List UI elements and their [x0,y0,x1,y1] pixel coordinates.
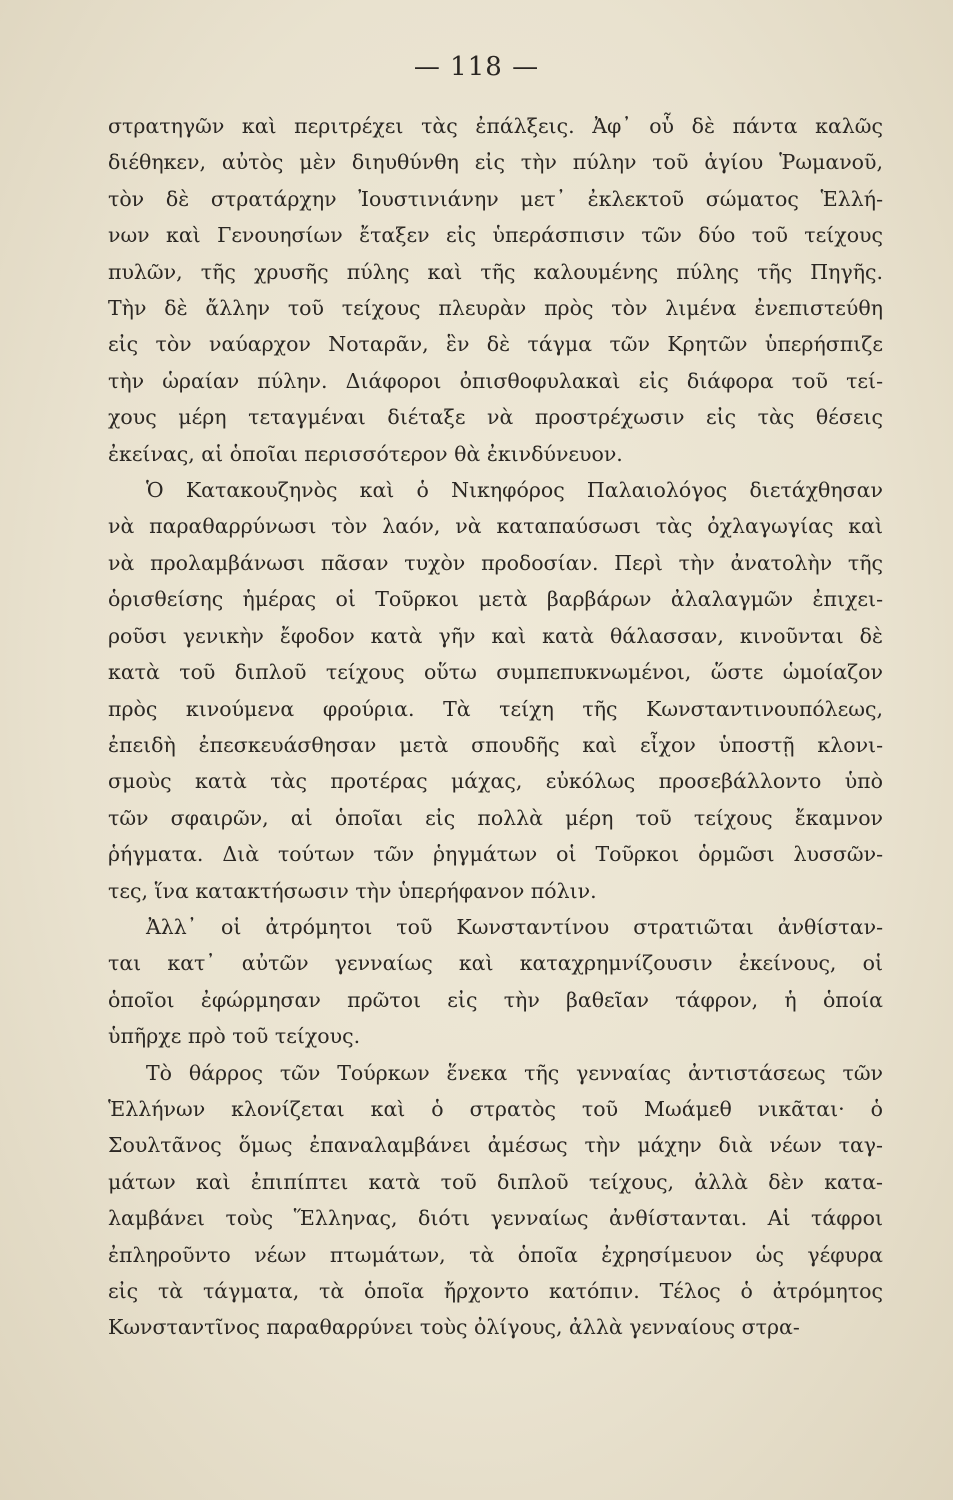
text-line: Ὁ Κατακουζηνὸς καὶ ὁ Νικηφόρος Παλαιολόγος διετάχθησαν [146,478,883,503]
text-line: νὰ προλαμβάνωσι πᾶσαν τυχὸν προδοσίαν. Περὶ τὴν ἀνατολὴν τῆς [108,550,883,575]
text-line: εἰς τὸν ναύαρχον Νοταρᾶν, ἓν δὲ τάγμα τῶν Κρητῶν ὑπερήσπιζε [108,332,883,357]
text-line: τὸν δὲ στρατάρχην Ἰουστινιάνην μετ᾽ ἐκλεκτοῦ σώματος Ἑλλή- [108,186,883,211]
text-line: ροῦσι γενικὴν ἔφοδον κατὰ γῆν καὶ κατὰ θάλασσαν, κινοῦνται δὲ [108,623,883,648]
text-line: τὴν ὡραίαν πύλην. Διάφοροι ὀπισθοφυλακαὶ εἰς διάφορα τοῦ τεί- [108,368,883,393]
text-line: ὁρισθείσης ἡμέρας οἱ Τοῦρκοι μετὰ βαρβάρων ἀλαλαγμῶν ἐπιχει- [108,587,883,612]
text-line: σμοὺς κατὰ τὰς προτέρας μάχας, εὐκόλως προσεβάλλοντο ὑπὸ [108,769,883,794]
page-number: — 118 — [413,52,540,82]
text-line: τῶν σφαιρῶν, αἱ ὁποῖαι εἰς πολλὰ μέρη τοῦ τείχους ἔκαμνον [108,805,883,830]
text-line: ἐπειδὴ ἐπεσκευάσθησαν μετὰ σπουδῆς καὶ εἶχον ὑποστῇ κλονι- [108,732,883,757]
text-line: μάτων καὶ ἐπιπίπτει κατὰ τοῦ διπλοῦ τείχους, ἀλλὰ δὲν κατα- [108,1169,883,1194]
paragraph [108,472,883,909]
paragraph [108,909,883,1055]
text-line: Ἑλλήνων κλονίζεται καὶ ὁ στρατὸς τοῦ Μωάμεθ νικᾶται· ὁ [108,1096,883,1121]
text-line: λαμβάνει τοὺς Ἕλληνας, διότι γενναίως ἀνθίστανται. Αἱ τάφροι [108,1206,883,1231]
body-text [108,108,883,1346]
text-line: ῥήγματα. Διὰ τούτων τῶν ῥηγμάτων οἱ Τοῦρκοι ὁρμῶσι λυσσῶν- [108,842,883,867]
text-line: Σουλτᾶνος ὅμως ἐπαναλαμβάνει ἀμέσως τὴν μάχην διὰ νέων ταγ- [108,1133,883,1158]
text-line: τες, ἵνα κατακτήσωσιν τὴν ὑπερήφανον πόλιν. [108,878,597,903]
text-line: στρατηγῶν καὶ περιτρέχει τὰς ἐπάλξεις. Ἀφ᾽ οὗ δὲ πάντα καλῶς [108,114,883,138]
text-line: νὰ παραθαρρύνωσι τὸν λαόν, νὰ καταπαύσωσι τὰς ὀχλαγωγίας καὶ [108,514,883,539]
text-line: ὑπῆρχε πρὸ τοῦ τείχους. [108,1024,361,1049]
paragraph [108,108,883,472]
text-line: Κωνσταντῖνος παραθαρρύνει τοὺς ὀλίγους, ἀλλὰ γενναίους στρα- [108,1315,800,1340]
text-line: πυλῶν, τῆς χρυσῆς πύλης καὶ τῆς καλουμένης πύλης τῆς Πηγῆς. [108,259,883,284]
text-line: ται κατ᾽ αὐτῶν γενναίως καὶ καταχρημνίζουσιν ἐκείνους, οἱ [108,951,883,976]
text-line: Τὸ θάρρος τῶν Τούρκων ἕνεκα τῆς γενναίας ἀντιστάσεως τῶν [146,1060,883,1085]
text-line: ἐκείνας, αἱ ὁποῖαι περισσότερον θὰ ἐκινδύνευον. [108,441,623,466]
text-line: ἐπληροῦντο νέων πτωμάτων, τὰ ὁποῖα ἐχρησίμευον ὡς γέφυρα [108,1242,883,1267]
text-line: διέθηκεν, αὐτὸς μὲν διηυθύνθη εἰς τὴν πύλην τοῦ ἁγίου Ῥωμανοῦ, [108,150,883,175]
text-line: νων καὶ Γενουησίων ἔταξεν εἰς ὑπεράσπισιν τῶν δύο τοῦ τείχους [108,223,883,248]
text-line: πρὸς κινούμενα φρούρια. Τὰ τείχη τῆς Κωνσταντινουπόλεως, [108,696,883,721]
text-line: Τὴν δὲ ἄλλην τοῦ τείχους πλευρὰν πρὸς τὸν λιμένα ἐνεπιστεύθη [108,296,883,321]
paragraph [108,1055,883,1346]
text-line: ὁποῖοι ἐφώρμησαν πρῶτοι εἰς τὴν βαθεῖαν τάφρον, ἡ ὁποία [108,987,883,1012]
text-line: εἰς τὰ τάγματα, τὰ ὁποῖα ἤρχοντο κατόπιν. Τέλος ὁ ἀτρόμητος [108,1279,883,1303]
text-line: κατὰ τοῦ διπλοῦ τείχους οὕτω συμπεπυκνωμένοι, ὥστε ὡμοίαζον [108,660,883,685]
text-line: Ἀλλ᾽ οἱ ἀτρόμητοι τοῦ Κωνσταντίνου στρατιῶται ἀνθίσταν- [146,914,883,939]
text-line: χους μέρη τεταγμέναι διέταξε νὰ προστρέχωσιν εἰς τὰς θέσεις [108,405,883,430]
